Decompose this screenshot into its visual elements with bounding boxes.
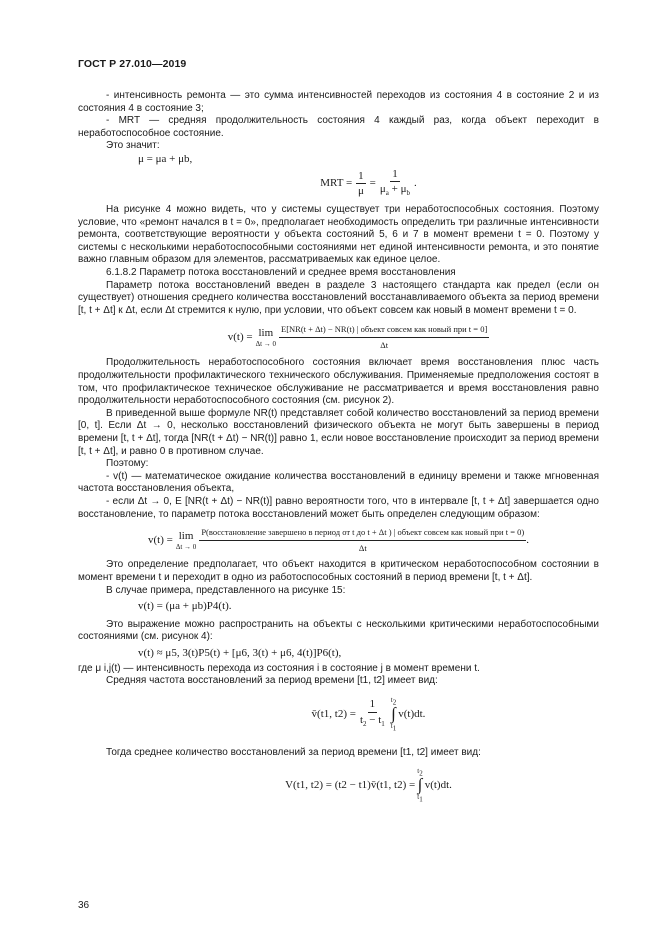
integral-sign: $t_2$ ∫ $t_1$ [417, 767, 423, 804]
formula-mean-frequency: v̄(t1, t2) = $\frac{1}{t_2 - t_1}$ $t_2$ ∫ $t_1$ v(t)dt. [311, 695, 426, 733]
section-heading: 6.1.8.2 Параметр потока восстановлений и среднее время восстановления [106, 266, 456, 278]
paragraph: Это значит: [106, 140, 160, 152]
formula-multistate: v(t) ≈ μ5, 3(t)P5(t) + [μ6, 3(t) + μ6, 4(t)]P6(t), [138, 646, 342, 659]
paragraph: В случае примера, представленного на рисунке 15: [106, 584, 346, 596]
formula-example: v(t) = (μa + μb)P4(t). [138, 600, 232, 613]
paragraph: - MRT — средняя продолжительность состояния 4 каждый раз, когда объект переходит в неработоспособное состояние. [78, 115, 599, 139]
formula-mrt: MRT = $\frac{1}{\mu}$ = $\frac{1}{\mu_a + \mu_b}$ . [320, 167, 417, 198]
paragraph: Продолжительность неработоспособного состояния включает время восстановления плюс часть продолжительности профилактического технического обслуживания. Применяемые предположения состоят в том, что профилактическое техническое обслуживание не рассматривается и время восстановления равно продолжительности неработоспособного состояния (см. рисунок 2). [78, 357, 599, 407]
paragraph: где μ i,j(t) — интенсивность перехода из состояния i в состояние j в момент времени t. [78, 662, 480, 674]
paragraph: - v(t) — математическое ожидание количества восстановлений в единицу времени и также мгновенная частота восстановления объекта, [78, 470, 599, 495]
paragraph: - интенсивность ремонта — это сумма интенсивностей переходов из состояния 4 в состояние 2 и из состояния 4 в состояние 3; [78, 90, 599, 114]
formula-renewal-probability: v(t) = lim Δt → 0 P(восстановление завершено в период от t до t + Δt ) | объект совсем как новый при t = 0) Δt . [148, 527, 529, 553]
paragraph: Это выражение можно распространить на объекты с несколькими критическими неработоспособными состояниями (см. рисунок 4): [78, 618, 599, 643]
paragraph: На рисунке 4 можно видеть, что у системы существует три неработоспособных состояния. Поэтому условие, что «ремонт начался в t = 0», предполагает необходимость определить три различные интенсивности ремонта, соответствующие вероятности у объекта состояний 5, 6 и 7 в момент времени t = 0. Поэтому у системы с несколькими неработоспособными состояниями нет единой интенсивности ремонта, и это понятие важно главным образом для элементов, рассматриваемых как единое целое. [78, 203, 599, 266]
paragraph: - если Δt → 0, E [NR(t + Δt) − NR(t)] равно вероятности того, что в интервале [t, t + Δt] завершается одно восстановление, то параметр потока восстановлений может быть определен следующим образом: [78, 496, 599, 520]
paragraph: Средняя частота восстановлений за период времени [t1, t2] имеет вид: [106, 675, 438, 687]
paragraph: Это определение предполагает, что объект находится в критическом неработоспособном состоянии в момент времени t и переходит в одно из работоспособных состояний в период времени [t, t + Δt]. [78, 559, 599, 583]
paragraph: Параметр потока восстановлений введен в разделе 3 настоящего стандарта как предел (если он существует) отношения среднего количества восстановлений восстанавливаемого объекта за период времени [t, t + Δt] к Δt, если Δt стремится к нулю, при условии, что объект совсем как новый в момент времени t = 0. [78, 279, 599, 316]
formula-mean-count: V(t1, t2) = (t2 − t1)v̄(t1, t2) = $t_2$ ∫ $t_1$ v(t)dt. [285, 767, 452, 804]
integral-sign: $t_2$ ∫ $t_1$ [390, 695, 397, 733]
document-body [78, 90, 599, 804]
paragraph: Поэтому: [106, 458, 149, 470]
standard-header: ГОСТ Р 27.010—2019 [78, 58, 187, 70]
formula-mu: μ = μa + μb, [138, 152, 193, 165]
formula-renewal-density: v(t) = lim Δt → 0 $\frac{\text{E[NR(t + Δt) − NR(t) | объект совсем как новый при t = 0]}}{\Delta t}$ [227, 324, 488, 350]
paragraph: В приведенной выше формуле NR(t) представляет собой количество восстановлений за период времени [0, t]. Если Δt → 0, несколько восстановлений физического объекта не могут быть завершены в период времени [t, t + Δt], тогда [NR(t + Δt) − NR(t)] равно 1, если новое восстановление происходит за период времени [t, t + Δt], и равно 0 в противном случае. [78, 407, 599, 457]
page-number: 36 [78, 900, 90, 911]
paragraph: Тогда среднее количество восстановлений за период времени [t1, t2] имеет вид: [106, 746, 481, 758]
